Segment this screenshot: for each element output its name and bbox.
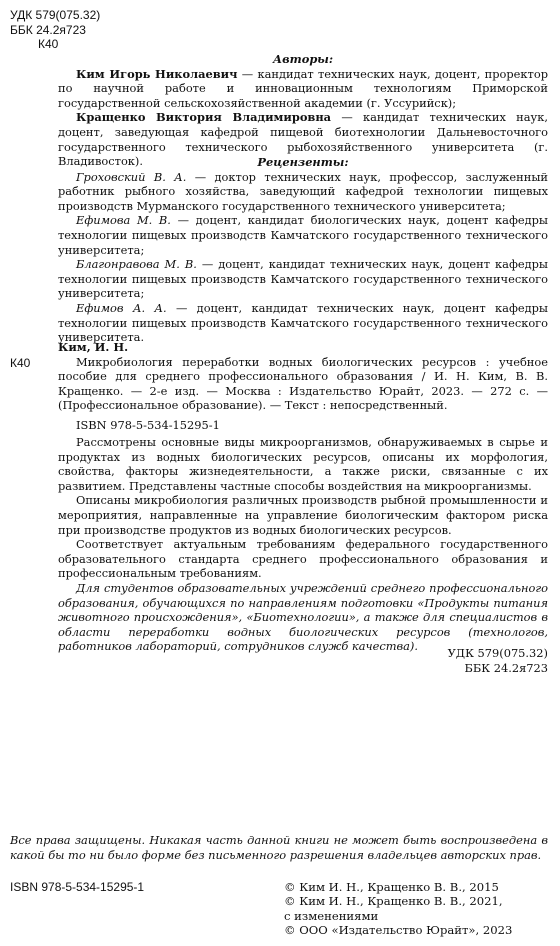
bibliography-author: Ким, И. Н. — [58, 340, 129, 354]
author-entry — [58, 67, 548, 111]
authors-heading: Авторы: — [272, 52, 334, 66]
reviewer-entry — [58, 257, 548, 301]
reviewer-name: Ефимова М. В. — [76, 213, 171, 228]
reviewer-name: Благонравова М. В. — [76, 257, 197, 272]
annotation-paragraph: Соответствует актуальным требованиям федерального государственного образовательного стандарта среднего профессионального образования и профессиональным требованиям. — [58, 537, 548, 581]
rights-statement: Все права защищены. Никакая часть данной книги не может быть воспроизведена в какой бы то ни было форме без письменного разрешения владельцев авторских прав. — [10, 833, 548, 862]
bibliography-description: Микробиология переработки водных биологических ресурсов : учебное пособие для среднего профессионального образования / И. Н. Ким, В. В. Кращенко. — 2-е изд. — Москва : Издательство Юрайт, 2023. — 272 с. — (Профессиональное образование). — Текст : непосредственный. — [58, 354, 548, 413]
bibliography-section — [58, 340, 548, 433]
reviewer-description: — доцент, кандидат технических наук, доцент кафедры технологии пищевых производств Камчатского государственного технического университета; — [58, 257, 548, 301]
copyright-line: © Ким И. Н., Кращенко В. В., 2015 — [284, 880, 499, 894]
reviewer-name: Гроховский В. А. — [76, 169, 187, 184]
reviewer-name: Ефимов А. А. — [76, 300, 167, 315]
reviewers-section — [58, 155, 548, 345]
author-description: — кандидат технических наук, доцент, проректор по научной работе и инновационным технологиям Приморской государственной сельскохозяйственной академии (г. Уссурийск); — [58, 66, 548, 110]
author-name: Ким Игорь Николаевич — [76, 66, 238, 81]
reviewer-entry — [58, 213, 548, 257]
footer-isbn: ISBN 978-5-534-15295-1 — [10, 880, 145, 894]
reviewers-heading: Рецензенты: — [257, 155, 349, 169]
copyright-line: © Ким И. Н., Кращенко В. В., 2021, — [284, 894, 503, 909]
reviewer-entry — [58, 170, 548, 214]
author-mark: К40 — [38, 37, 59, 52]
bibliography-code: К40 — [10, 356, 31, 370]
classification-block — [10, 8, 100, 52]
reviewer-description: — доктор технических наук, профессор, заслуженный работник рыбного хозяйства, заведующий кафедрой технологии пищевых производств Мурманского государственного технического университета; — [58, 169, 548, 213]
copyright-line: © ООО «Издательство Юрайт», 2023 — [284, 923, 513, 938]
annotation-paragraph: Описаны микробиология различных производств рыбной промышленности и мероприятия, направленные на управление биологическим фактором риска при производстве продуктов из водных биологических ресурсов. — [58, 493, 548, 537]
bbk-code-right: ББК 24.2я723 — [464, 660, 548, 675]
author-description: — кандидат технических наук, доцент, заведующая кафедрой пищевой биотехнологии Дальневосточного государственного технического рыбохозяйственного университета (г. Владивосток). — [58, 110, 548, 169]
classification-right — [448, 646, 548, 675]
author-name: Кращенко Виктория Владимировна — [76, 110, 332, 125]
reviewer-entry — [58, 301, 548, 345]
copyright-line: с изменениями — [284, 908, 379, 923]
annotation-section — [58, 435, 548, 654]
reviewer-description: — доцент, кандидат биологических наук, доцент кафедры технологии пищевых производств Камчатского государственного технического университета; — [58, 213, 548, 257]
udk-code-right: УДК 579(075.32) — [447, 646, 548, 660]
reviewer-description: — доцент, кандидат технических наук, доцент кафедры технологии пищевых производств Камчатского государственного технического университета. — [58, 300, 548, 345]
annotation-paragraph: Рассмотрены основные виды микроорганизмов, обнаруживаемых в сырье и продуктах из водных биологических ресурсов, описаны их морфология, свойства, факторы жизнедеятельности, а также риски, связанные с их развитием. Представлены частные способы воздействия на микроорганизмы. — [58, 435, 548, 493]
bbk-code: ББК 24.2я723 — [10, 22, 86, 37]
copyright-block — [284, 880, 512, 938]
isbn: ISBN 978-5-534-15295-1 — [76, 417, 220, 432]
authors-section — [58, 52, 548, 169]
udk-code: УДК 579(075.32) — [10, 8, 101, 22]
annotation-audience: Для студентов образовательных учреждений среднего профессионального образования, обучающихся по направлениям подготовки «Продукты питания животного происхождения», «Биотехнологии», а также для специалистов в области переработки водных биологических ресурсов (технологов, работников лабораторий, сотрудников служб качества). — [58, 580, 548, 654]
